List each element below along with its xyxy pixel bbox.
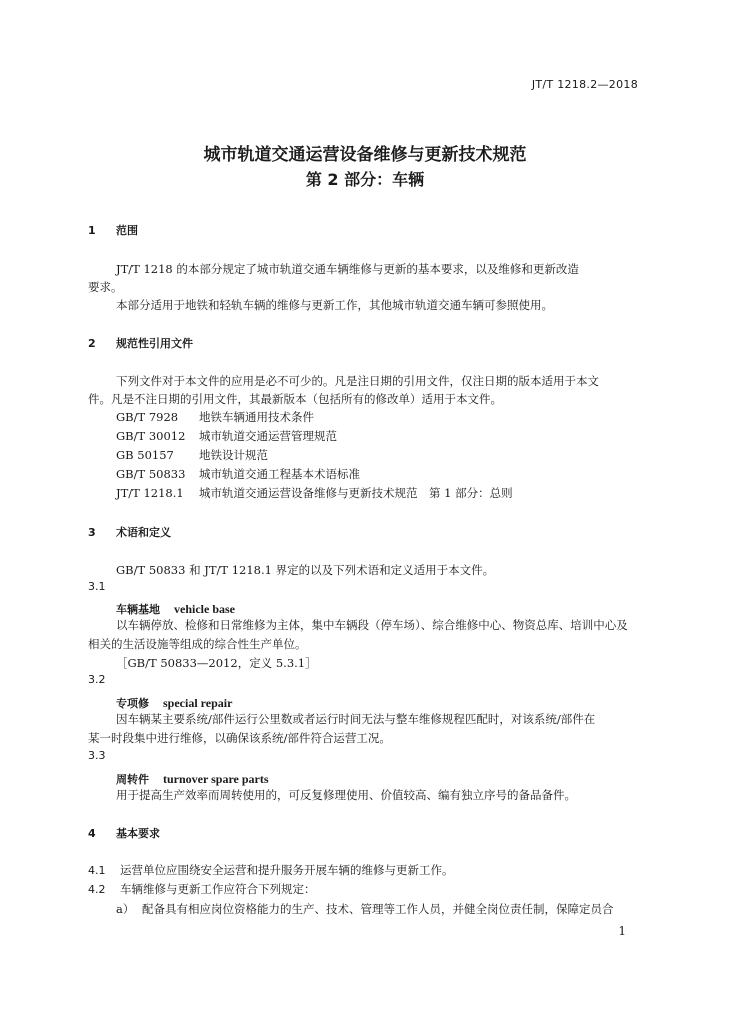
term-chinese: 周转件	[116, 773, 149, 786]
reference-title: 地铁设计规范	[199, 448, 268, 462]
term-english: special repair	[163, 696, 233, 710]
section-number: 3	[88, 526, 96, 539]
term-chinese: 专项修	[116, 697, 149, 710]
reference-code: JT/T 1218.1	[116, 486, 184, 500]
page-number: 1	[618, 924, 626, 938]
clause-text: 运营单位应围绕安全运营和提升服务开展车辆的维修与更新工作。	[120, 863, 454, 877]
paragraph: 本部分适用于地铁和轻轨车辆的维修与更新工作，其他城市轨道交通车辆可参照使用。	[116, 298, 553, 312]
term-definition: 因车辆某主要系统/部件运行公里数或者运行时间无法与整车维修规程匹配时，对该系统/部件在	[116, 712, 596, 726]
section-title: 术语和定义	[116, 526, 171, 539]
reference-title: 城市轨道交通运营管理规范	[199, 429, 337, 443]
section-1-heading	[88, 222, 138, 238]
term-heading	[116, 598, 235, 617]
paragraph: 下列文件对于本文件的应用是必不可少的。凡是注日期的引用文件，仅注日期的版本适用于本文	[116, 374, 599, 388]
section-2-heading	[88, 335, 193, 351]
reference-item	[116, 466, 360, 482]
section-title: 基本要求	[116, 827, 160, 840]
reference-code: GB/T 7928	[116, 410, 179, 424]
document-title: 城市轨道交通运营设备维修与更新技术规范	[203, 145, 527, 165]
term-number: 3.1	[88, 580, 106, 593]
clause-number: 4.1	[88, 864, 106, 877]
document-code-header: JT/T 1218.2—2018	[531, 78, 638, 91]
term-number: 3.3	[88, 749, 106, 762]
term-english: vehicle base	[174, 602, 235, 616]
section-title: 规范性引用文件	[116, 337, 193, 350]
reference-item	[116, 485, 513, 501]
term-definition: 用于提高生产效率而周转使用的，可反复修理使用、价值较高、编有独立序号的备品备件。	[116, 788, 576, 802]
term-definition: 以车辆停放、检修和日常维修为主体，集中车辆段（停车场）、综合维修中心、物资总库、培训中心及	[116, 618, 628, 632]
section-number: 2	[88, 337, 96, 350]
clause-text: 车辆维修与更新工作应符合下列规定：	[120, 882, 316, 896]
paragraph: 件。凡是不注日期的引用文件，其最新版本（包括所有的修改单）适用于本文件。	[88, 392, 502, 406]
term-english: turnover spare parts	[163, 772, 269, 786]
section-4-heading	[88, 825, 160, 841]
section-number: 4	[88, 827, 96, 840]
term-heading	[116, 768, 269, 787]
term-chinese: 车辆基地	[116, 603, 160, 616]
reference-code: GB/T 30012	[116, 429, 186, 443]
list-item	[116, 901, 614, 917]
term-definition: 相关的生活设施等组成的综合性生产单位。	[88, 637, 307, 651]
term-source: ［GB/T 50833—2012，定义 5.3.1］	[116, 656, 317, 670]
paragraph: GB/T 50833 和 JT/T 1218.1 界定的以及下列术语和定义适用于本文件。	[116, 563, 495, 577]
term-heading	[116, 692, 232, 711]
paragraph: 要求。	[88, 280, 123, 294]
list-text: 配备具有相应岗位资格能力的生产、技术、管理等工作人员，并健全岗位责任制，保障定员合	[142, 902, 614, 916]
clause	[88, 881, 316, 897]
document-subtitle: 第 2 部分：车辆	[305, 170, 425, 189]
reference-code: GB 50157	[116, 448, 174, 462]
reference-item	[116, 409, 314, 425]
reference-item	[116, 428, 337, 444]
reference-title: 城市轨道交通运营设备维修与更新技术规范 第 1 部分：总则	[199, 486, 513, 500]
reference-title: 地铁车辆通用技术条件	[199, 410, 314, 424]
term-number: 3.2	[88, 673, 106, 686]
section-number: 1	[88, 224, 96, 237]
paragraph: JT/T 1218 的本部分规定了城市轨道交通车辆维修与更新的基本要求，以及维修和更新改造	[116, 262, 579, 276]
reference-code: GB/T 50833	[116, 467, 186, 481]
term-definition: 某一时段集中进行维修，以确保该系统/部件符合运营工况。	[88, 731, 391, 745]
reference-title: 城市轨道交通工程基本术语标准	[199, 467, 360, 481]
clause	[88, 862, 454, 878]
section-title: 范围	[116, 224, 138, 237]
list-label: a）	[116, 902, 135, 916]
section-3-heading	[88, 524, 171, 540]
reference-item	[116, 447, 268, 463]
clause-number: 4.2	[88, 883, 106, 896]
